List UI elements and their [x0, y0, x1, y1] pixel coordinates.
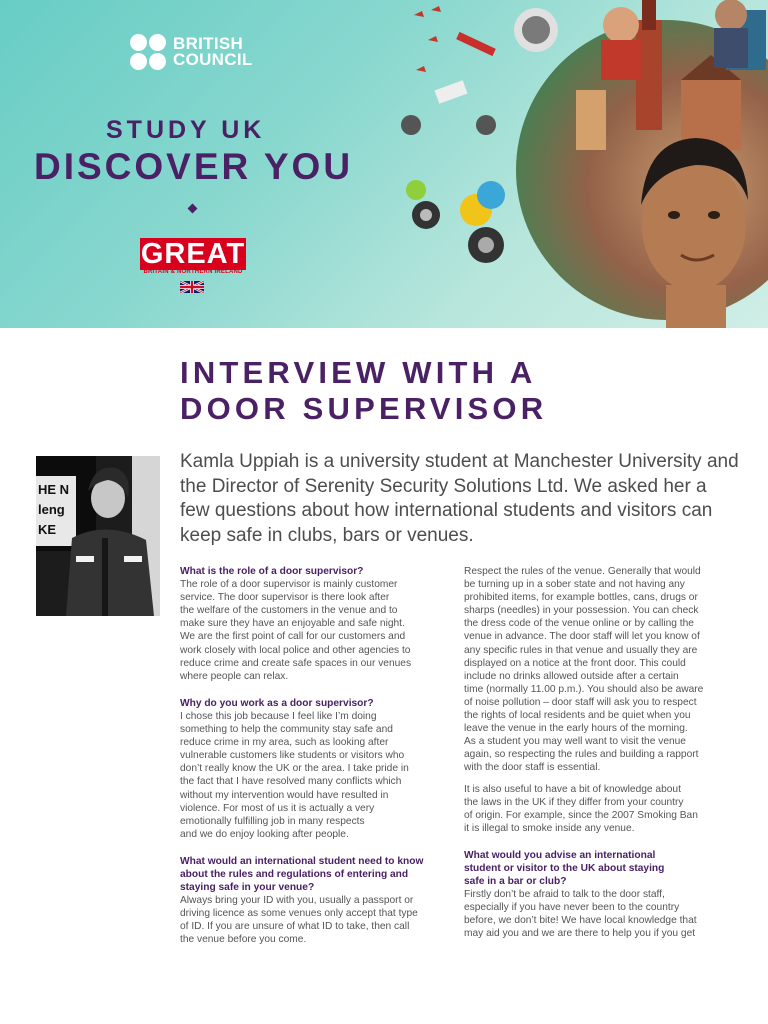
kamla-uppiah-photo [36, 456, 160, 616]
discover-you-title: DISCOVER YOU [34, 146, 354, 187]
photo-sign-text-3: KE [38, 522, 57, 537]
paragraph-uk-laws: It is also useful to have a bit of knowledge about the laws in the UK if they differ from your country of origin. For example, since the 2007 Smoking Ban it is illegal to smoke inside any venue. [464, 783, 698, 834]
photo-sign-text-2: leng [38, 502, 65, 517]
british-council-dots-icon [130, 34, 166, 70]
british-council-logo [130, 34, 253, 70]
answer-rules: Always bring your ID with you, usually a passport or driving licence as some venues only accept that type of ID. If you are unsure of what ID to take, then call the venue before you come. [180, 895, 418, 946]
question-why: Why do you work as a door supervisor? [180, 697, 374, 709]
paragraph-venue-rules: Respect the rules of the venue. Generally that would be turning up in a sober state and not having any prohibited items, for example bottles, cans, drugs or sharps (needles) in your possession. You can check the dress code of the venue online or by calling the venue in advance. The door staff will let you know of any specific rules in that venue and usually they are displayed on a notice at the front door. This could include no drinks allowed outside after a certain time (normally 11.00 p.m.). You should also be aware of noise pollution – door staff will ask you to respect the rights of local residents and be quiet when you leave the venue in the early hours of the morning. As a student you may well want to visit the venue again, so respecting the rules and building a rapport with the door staff is essential. [464, 566, 704, 774]
answer-role: The role of a door supervisor is mainly customer service. The door supervisor is there look after the welfare of the customers in the venue and to make sure they have an enjoyable and safe night. We are the first point of call for our customers and work closely with local police and other agencies to reduce crime and create safe spaces in our venues where people can relax. [180, 579, 412, 682]
article-headline: INTERVIEW WITH A DOOR SUPERVISOR [180, 355, 548, 426]
british-council-wordmark: BRITISH COUNCIL [173, 34, 253, 69]
hero-banner [0, 0, 768, 328]
left-column [180, 565, 452, 947]
study-uk-title: STUDY UK [106, 116, 266, 144]
diamond-divider-icon [188, 204, 198, 214]
question-advice: What would you advise an international student or visitor to the UK about staying safe in a bar or club? [464, 849, 665, 888]
question-rules: What would an international student need to know about the rules and regulations of entering and staying safe in your venue? [180, 855, 424, 894]
answer-advice: Firstly don’t be afraid to talk to the door staff, especially if you have never been to the country before, we don’t bite! We have local knowledge that may aid you and we are there to help you if you get [464, 889, 697, 940]
answer-why: I chose this job because I feel like I’m doing something to help the community stay safe and reduce crime in my area, such as looking after vulnerable customers like students or visitors who don’t really know the UK or the area. I take pride in the fact that I have resolved many conflicts which without my intervention would have resulted in violence. For most of us it is actually a very emotionally fulfilling job in many respects and we do enjoy looking after people. [180, 710, 409, 840]
union-flag-icon [160, 281, 224, 293]
question-role: What is the role of a door supervisor? [180, 566, 364, 577]
intro-paragraph: Kamla Uppiah is a university student at Manchester University and the Director of Serenity Security Solutions Ltd. We asked her a few questions about how international students and visitors can keep safe in clubs, bars or venues. [180, 451, 739, 546]
great-logo: GREAT [140, 238, 246, 270]
great-subtitle: BRITAIN & NORTHERN IRELAND [143, 269, 243, 275]
uk-life-collage-image [396, 0, 768, 328]
photo-sign-text-1: HE N [38, 482, 70, 497]
right-column [464, 565, 736, 941]
